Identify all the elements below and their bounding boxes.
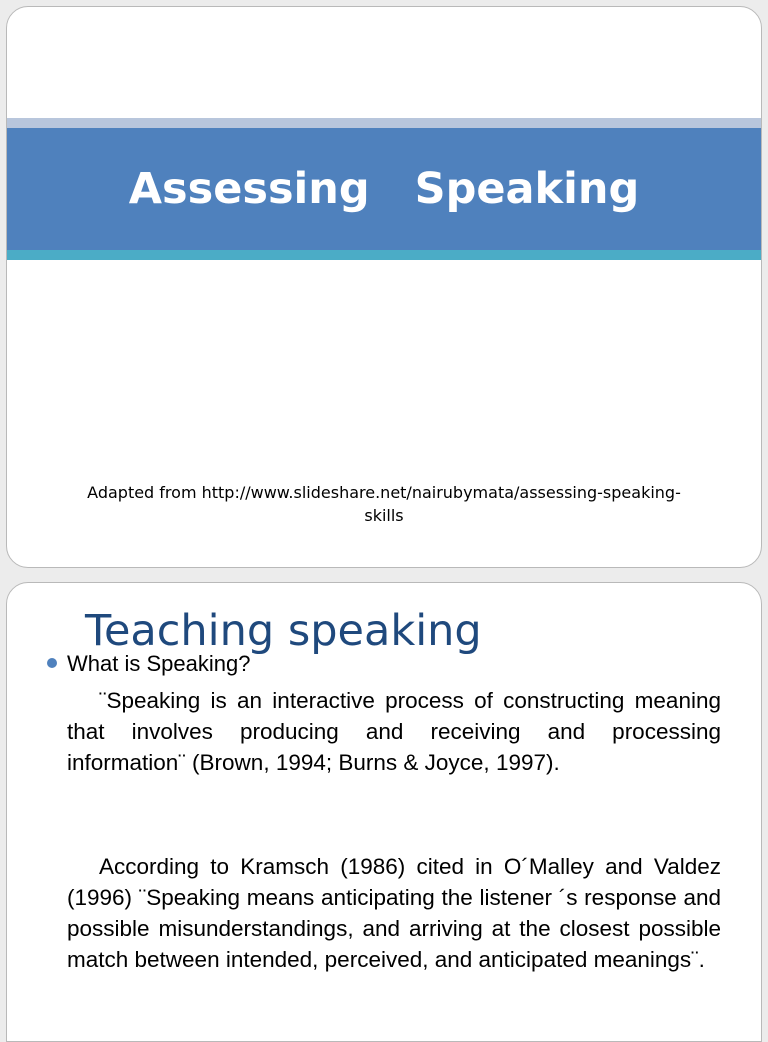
slide-title: Assessing Speaking [128, 164, 640, 214]
content-slide-title: Teaching speaking [85, 606, 482, 656]
title-band-bottom-stripe [7, 250, 761, 260]
paragraph-kramsch: According to Kramsch (1986) cited in O´Malley and Valdez (1996) ¨Speaking means anticipating the listener ´s response and possible misunderstandings, and arriving at the closest possible match between intended, perceived, and anticipated meanings¨. [67, 854, 721, 972]
paragraph-definition: ¨Speaking is an interactive process of constructing meaning that involves producing and receiving and processing information¨ (Brown, 1994; Burns & Joyce, 1997). [67, 688, 721, 775]
title-slide [6, 6, 762, 568]
slide-subtitle: Adapted from http://www.slideshare.net/nairubymata/assessing-speaking-skills [87, 483, 681, 525]
bullet-dot-icon [47, 658, 57, 668]
bullet-text: What is Speaking? [67, 651, 251, 676]
content-slide [6, 582, 762, 1042]
title-band-top-stripe [7, 118, 761, 128]
